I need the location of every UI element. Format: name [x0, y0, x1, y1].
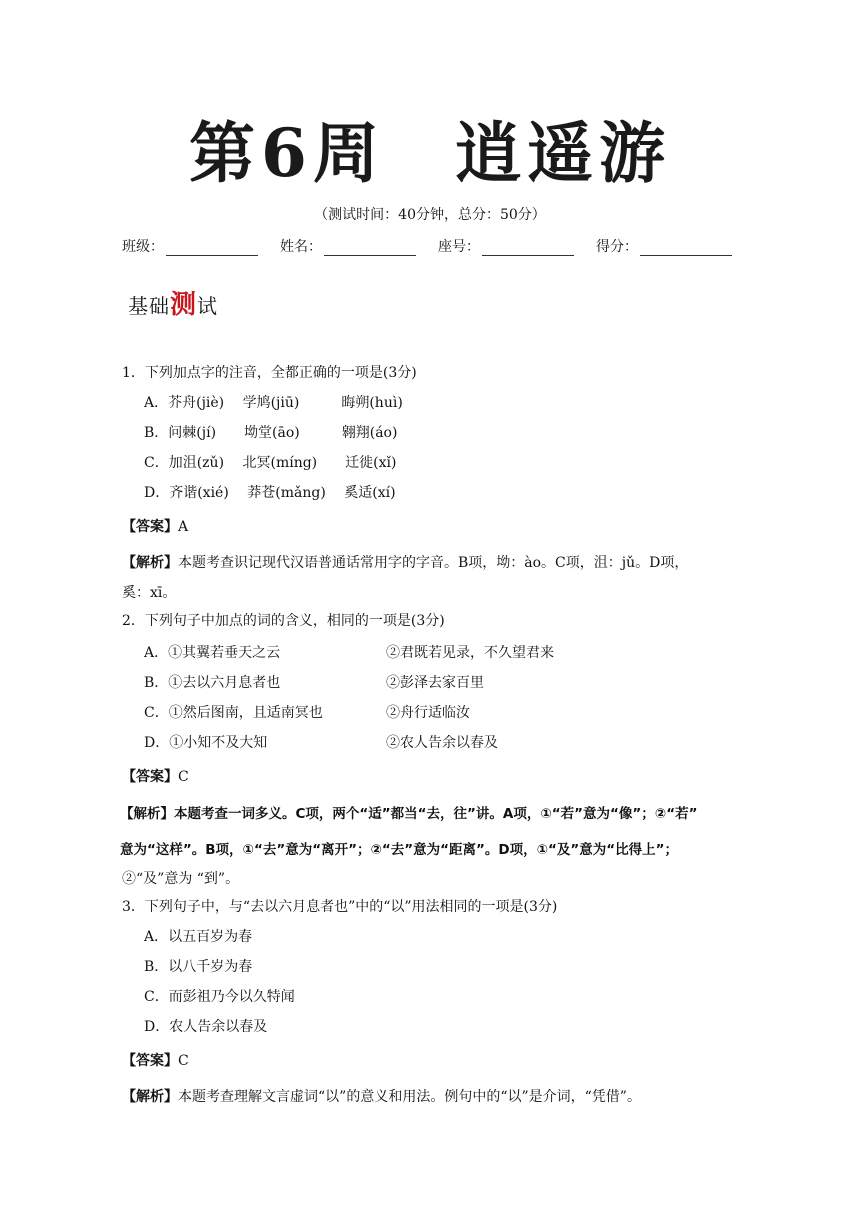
q2-option-a: A．①其翼若垂天之云 ②君既若见录，不久望君来 [144, 645, 554, 661]
q1-analysis-line-1: 【解析】本题考查识记现代汉语普通话常用字的字音。B项，坳：ào。C项，沮：jǔ。D项， [122, 555, 689, 571]
q1-analysis-line-2: 奚：xī。 [122, 585, 177, 601]
q3-option-a: A．以五百岁为春 [144, 929, 253, 945]
q3-option-b: B．以八千岁为春 [144, 959, 253, 975]
q1-option-c: C．加沮(zǔ) 北冥(míng) 迁徙(xǐ) [144, 455, 397, 471]
q1-option-d: D．齐谐(xié) 莽苍(mǎng) 奚适(xí) [144, 485, 396, 501]
q1-answer: 【答案】A [122, 519, 189, 535]
q1-option-b: B．问棘(jí) 坳堂(āo) 翱翔(áo) [144, 425, 398, 441]
q3-option-d: D．农人告余以春及 [144, 1019, 268, 1035]
q2-analysis-line-3: ②“及”意为 “到”。 [122, 871, 240, 887]
name-field[interactable]: 姓名： [280, 236, 416, 256]
q2-answer: 【答案】C [122, 769, 189, 785]
student-info-fields [122, 236, 762, 256]
q3-analysis: 【解析】本题考查理解文言虚词“以”的意义和用法。例句中的“以”是介词，“凭借”。 [122, 1089, 641, 1105]
q2-option-c: C．①然后图南，且适南冥也 ②舟行适临汝 [144, 705, 470, 721]
class-field[interactable]: 班级： [122, 236, 258, 256]
title-week: 第6周 [189, 114, 385, 192]
q3-option-c: C．而彭祖乃今以久特闻 [144, 989, 295, 1005]
page-title [0, 100, 860, 195]
title-lesson: 逍遥游 [454, 114, 671, 192]
section-highlight: 测 [170, 290, 198, 320]
q1-option-a: A．芥舟(jiè) 学鸠(jiū) 晦朔(huì) [144, 395, 403, 411]
score-field[interactable]: 得分： [596, 236, 732, 256]
section-heading: 基础测试 [128, 290, 219, 320]
q2-analysis-line-1: 【解析】本题考查一词多义。C项，两个“适”都当“去，往”讲。A项，①“若”意为“像”；②“若” [120, 806, 698, 822]
q3-answer: 【答案】C [122, 1053, 189, 1069]
q2-stem: 2．下列句子中加点的词的含义，相同的一项是(3分) [122, 613, 445, 629]
seat-field[interactable]: 座号： [438, 236, 574, 256]
q2-analysis-line-2: 意为“这样”。B项，①“去”意为“离开”；②“去”意为“距离”。D项，①“及”意为“比得上”； [120, 842, 679, 858]
q3-stem: 3．下列句子中，与“去以六月息者也”中的“以”用法相同的一项是(3分) [122, 899, 558, 915]
q2-option-b: B．①去以六月息者也 ②彭泽去家百里 [144, 675, 484, 691]
test-info: （测试时间：40分钟，总分：50分） [314, 207, 546, 223]
q2-option-d: D．①小知不及大知 ②农人告余以春及 [144, 735, 498, 751]
q1-stem: 1．下列加点字的注音，全都正确的一项是(3分) [122, 365, 417, 381]
